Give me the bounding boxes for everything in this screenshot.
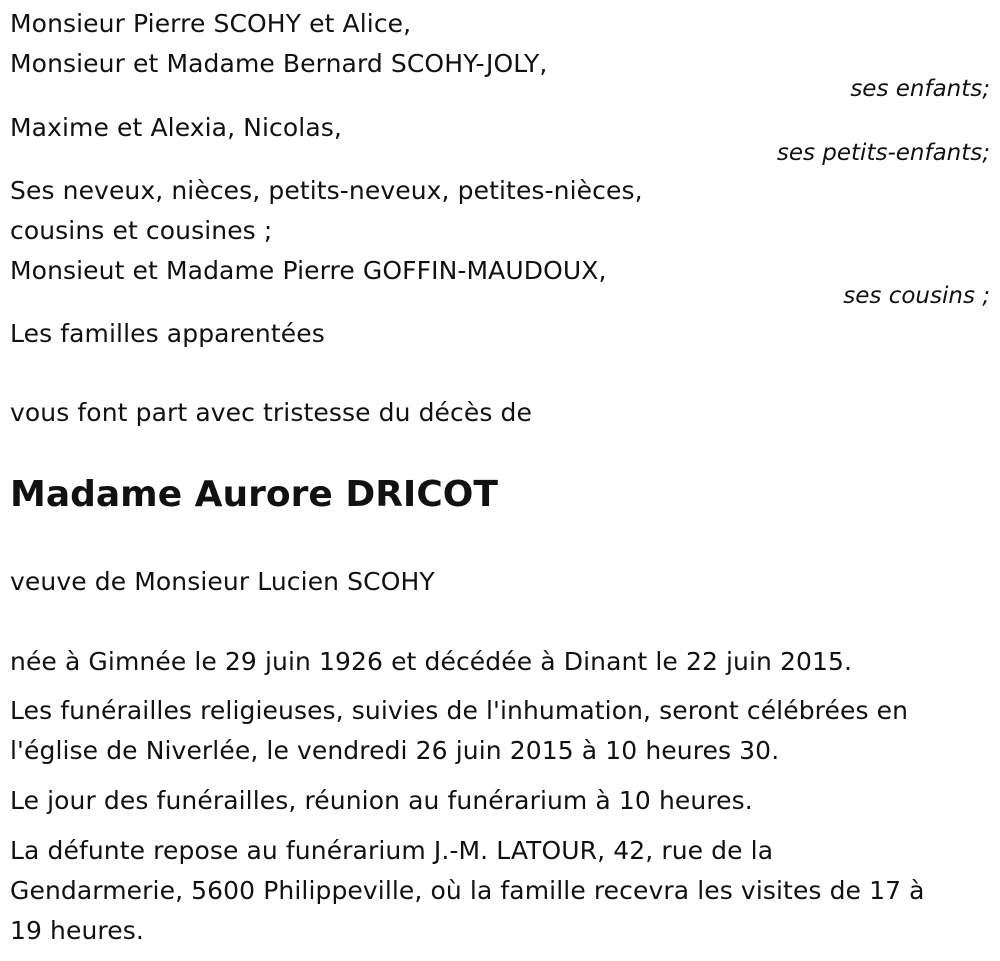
families-line: Les familles apparentées [10,319,325,348]
rest-line-2: Gendarmerie, 5600 Philippeville, où la famille recevra les visites de 17 à [10,876,925,905]
family-line-children-1: Monsieur Pierre SCOHY et Alice, [10,9,412,38]
meeting-line: Le jour des funérailles, réunion au funérarium à 10 heures. [10,786,753,815]
funeral-line-1: Les funérailles religieuses, suivies de l'inhumation, seront célébrées en [10,696,909,725]
rest-line-3: 19 heures. [10,916,144,945]
children-label: ses enfants; [850,76,990,102]
grandchildren-label: ses petits-enfants; [776,140,990,166]
widow-line: veuve de Monsieur Lucien SCOHY [10,567,435,596]
family-line-grandchildren: Maxime et Alexia, Nicolas, [10,113,342,142]
family-line-extended-3: Monsieut et Madame Pierre GOFFIN-MAUDOUX, [10,256,607,285]
cousins-label: ses cousins ; [843,283,990,309]
deceased-name: Madame Aurore DRICOT [10,474,498,515]
intro-line: vous font part avec tristesse du décès de [10,398,532,427]
funeral-line-2: l'église de Niverlée, le vendredi 26 juin 2015 à 10 heures 30. [10,736,780,765]
family-line-extended-2: cousins et cousines ; [10,216,273,245]
family-line-children-2: Monsieur et Madame Bernard SCOHY-JOLY, [10,49,548,78]
birth-death-line: née à Gimnée le 29 juin 1926 et décédée à Dinant le 22 juin 2015. [10,647,853,676]
family-line-extended-1: Ses neveux, nièces, petits-neveux, petites-nièces, [10,176,643,205]
rest-line-1: La défunte repose au funérarium J.-M. LATOUR, 42, rue de la [10,836,774,865]
